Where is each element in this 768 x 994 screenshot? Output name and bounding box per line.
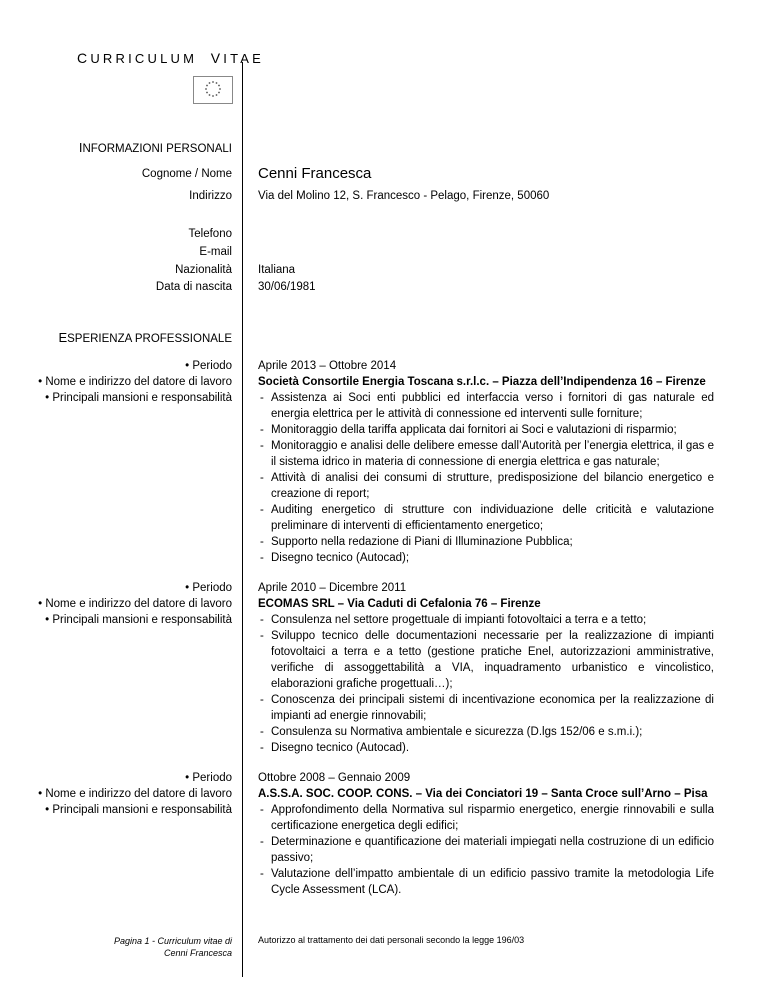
- entry-employer: A.S.S.A. SOC. COOP. CONS. – Via dei Conciatori 19 – Santa Croce sull’Arno – Pisa: [258, 788, 708, 800]
- title-initial: C: [77, 50, 91, 66]
- entry-period: Aprile 2013 – Ottobre 2014: [258, 360, 397, 372]
- entry-period: Aprile 2010 – Dicembre 2011: [258, 582, 407, 594]
- duties-list: [258, 612, 714, 756]
- duties-list: [258, 802, 714, 898]
- entry-period: Ottobre 2008 – Gennaio 2009: [258, 772, 411, 784]
- entry-labels: [38, 580, 232, 628]
- value-name: Cenni Francesca: [258, 165, 372, 182]
- duty-item: - Disegno tecnico (Autocad);: [258, 550, 714, 566]
- section-title-experience: ESPERIENZA PROFESSIONALE: [58, 330, 232, 345]
- value-nationality: Italiana: [258, 264, 296, 276]
- value-birth: 30/06/1981: [258, 281, 316, 293]
- label-phone: Telefono: [188, 228, 232, 240]
- title-rest: URRICULUM: [90, 51, 198, 66]
- duty-item: - Consulenza nel settore progettuale di impianti fotovoltaici a terra e a tetto;: [258, 612, 714, 628]
- duty-item: - Attività di analisi dei consumi di strutture, predisposizione del bilancio energetico e creazione di report;: [258, 470, 714, 502]
- label-employer: • Nome e indirizzo del datore di lavoro: [38, 376, 232, 388]
- experience-entry: [258, 580, 714, 756]
- duty-item: - Determinazione e quantificazione dei materiali impiegati nella costruzione di un edificio passivo;: [258, 834, 714, 866]
- label-nationality: Nazionalità: [175, 264, 232, 276]
- entry-employer: ECOMAS SRL – Via Caduti di Cefalonia 76 – Firenze: [258, 598, 541, 610]
- duty-item: - Disegno tecnico (Autocad).: [258, 740, 714, 756]
- value-address: Via del Molino 12, S. Francesco - Pelago, Firenze, 50060: [258, 190, 550, 202]
- label-birth: Data di nascita: [155, 281, 232, 293]
- entry-labels: [38, 770, 232, 818]
- label-period: • Periodo: [185, 360, 232, 372]
- label-employer: • Nome e indirizzo del datore di lavoro: [38, 598, 232, 610]
- label-duties: • Principali mansioni e responsabilità: [45, 392, 232, 404]
- duty-item: - Approfondimento della Normativa sul risparmio energetico, energie rinnovabili e sulla certificazione energetica degli edifici;: [258, 802, 714, 834]
- entry-labels: [38, 358, 232, 406]
- title-initial-2: V: [210, 50, 224, 66]
- duty-item: - Supporto nella redazione di Piani di Illuminazione Pubblica;: [258, 534, 714, 550]
- duty-item: - Consulenza su Normativa ambientale e sicurezza (D.lgs 152/06 e s.m.i.);: [258, 724, 714, 740]
- entry-employer: Società Consortile Energia Toscana s.r.l.c. – Piazza dell’Indipendenza 16 – Firenze: [258, 376, 706, 388]
- duty-item: - Monitoraggio e analisi delle delibere emesse dall’Autorità per l’energia elettrica, il gas e il sistema idrico in materia di connessione di energia elettrica e gas naturale;: [258, 438, 714, 470]
- duty-item: - Assistenza ai Soci enti pubblici ed interfaccia verso i fornitori di gas naturale ed energia elettrica per le attività di connessione ed interventi sulle forniture;: [258, 390, 714, 422]
- duty-item: - Auditing energetico di strutture con individuazione delle criticità e valutazione preliminare di interventi di efficientamento energetico;: [258, 502, 714, 534]
- label-period: • Periodo: [185, 582, 232, 594]
- duties-list: [258, 390, 714, 566]
- title-rest-2: ITAE: [223, 51, 265, 66]
- label-email: E-mail: [199, 246, 232, 258]
- label-address: Indirizzo: [189, 190, 232, 202]
- experience-entry: [258, 358, 714, 566]
- duty-item: - Conoscenza dei principali sistemi di incentivazione economica per la realizzazione di impianti ad energie rinnovabili;: [258, 692, 714, 724]
- label-employer: • Nome e indirizzo del datore di lavoro: [38, 788, 232, 800]
- eu-stars-icon: [193, 76, 233, 104]
- page-footer: Pagina 1 - Curriculum vitae di Cenni Francesca: [113, 936, 232, 958]
- label-period: • Periodo: [185, 772, 232, 784]
- vertical-divider: [242, 62, 243, 977]
- duty-item: - Monitoraggio della tariffa applicata dai fornitori ai Soci e valutazioni di risparmio;: [258, 422, 714, 438]
- label-duties: • Principali mansioni e responsabilità: [45, 614, 232, 626]
- experience-entry: [258, 770, 714, 898]
- label-name: Cognome / Nome: [141, 168, 232, 180]
- label-duties: • Principali mansioni e responsabilità: [45, 804, 232, 816]
- document-title: [77, 50, 264, 66]
- section-title-personal: INFORMAZIONI PERSONALI: [78, 140, 232, 155]
- duty-item: - Sviluppo tecnico delle documentazioni necessarie per la realizzazione di impianti fotovoltaici a terra e a tetto (gestione pratiche Enel, autorizzazioni amministrative, verifiche di assoggettabilità a VIA, inquadramento urbanistico e vincolistico, elaborazioni grafiche progettuali…);: [258, 628, 714, 692]
- consent-note: Autorizzo al trattamento dei dati personali secondo la legge 196/03: [258, 935, 525, 945]
- duty-item: - Valutazione dell’impatto ambientale di un edificio passivo tramite la metodologia Life Cycle Assessment (LCA).: [258, 866, 714, 898]
